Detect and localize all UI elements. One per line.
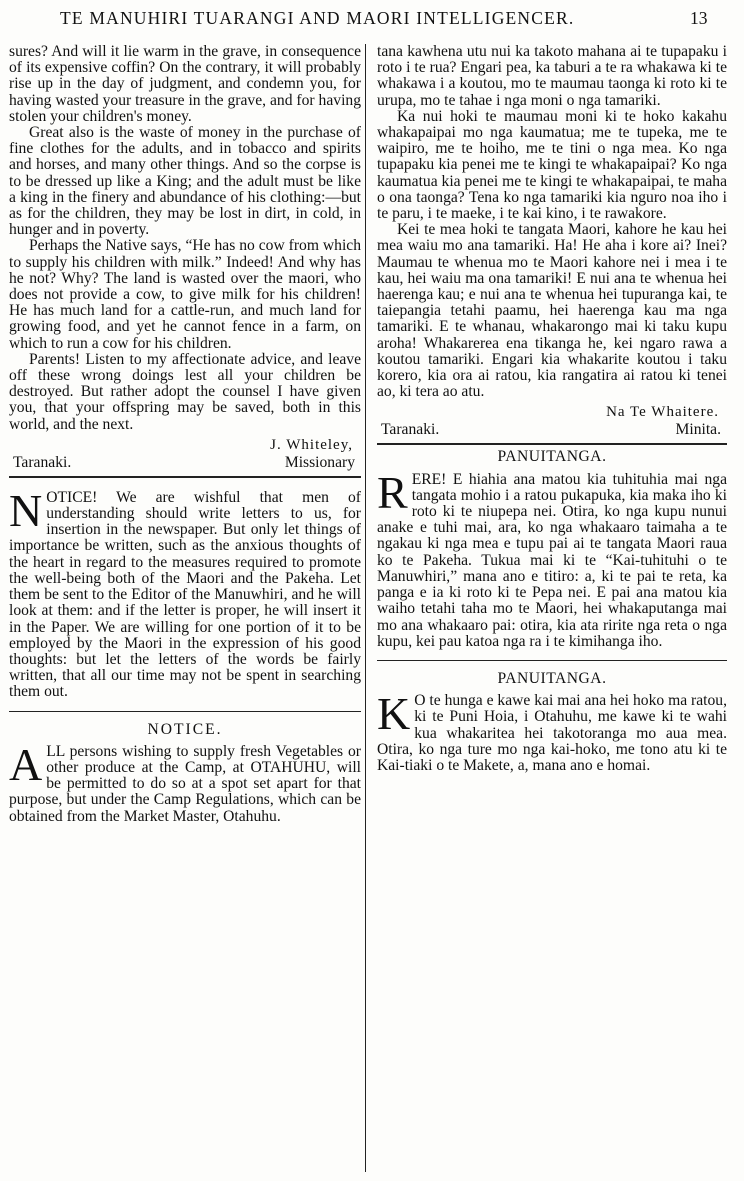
panuitanga-market: [377, 660, 727, 774]
article-paragraph: Parents! Listen to my affectionate advice, and leave off these wrong doings lest all your children be destroyed. But rather adopt the counsel I have given you, that your offspring may be saved, both in this world, and the next.: [9, 350, 361, 433]
author-signature: Na Te Whaitere.: [606, 404, 719, 421]
maori-column: [377, 44, 727, 774]
author-role: Minita.: [675, 421, 721, 439]
article-paragraph: Ka nui hoki te maumau moni ki te hoko kakahu whakapaipai mo nga kaumatua; me te tupeka, me te waipiro, me te hoiho, me te tini o nga mea. Ko nga tupapaku kia penei me te kingi te whakapaipai? Ko nga kaumatua kia penei me te kingi te whakapaipai, te maha o ona taonga? Tena ko nga tamariki kia nguro noa iho i te paru, i te maeke, i te kai kino, i te rawakore.: [377, 107, 727, 223]
panuitanga-letters: [377, 449, 727, 649]
notice-vegetables-body: [9, 738, 361, 825]
notice-vegetables-text: LL persons wishing to supply fresh Vegetables or other produce at the Camp, at OTAHUHU, will be permitted to do so at a spot set apart for that purpose, but under the Camp Regulations, which can be obtained from the Market Master, Otahuhu.: [9, 742, 361, 825]
column-divider: [365, 44, 366, 1172]
article-paragraph: sures? And will it lie warm in the grave, in consequence of its expensive coffin? On the contrary, it will probably rise up in the day of judgment, and condemn you, for having wasted your treasure in the grave, and for having stolen your children's money.: [9, 43, 361, 125]
author-role: Missionary: [284, 453, 355, 471]
dropcap-letter: R: [377, 466, 408, 518]
notice-letters-text: OTICE! We are wishful that men of understanding should write letters to us, for insertion in the newspaper. But only let things of importance be written, such as the anxious thoughts of the heart in regard to the measures required to promote the well-being both of the Maori and the Pakeha. Let them be sent to the Editor of the Manuwhiri, and he will look at them: and if the letter is proper, he will insert it in the Paper. We are willing for one portion of it to be employed by the Maori in the expression of his good thoughts: but let the letters of the words be fairly written, that all our time may not be spent in searching them out.: [9, 488, 361, 701]
panuitanga-title: PANUITANGA.: [497, 669, 607, 687]
dropcap-letter: A: [9, 738, 43, 790]
section-rule: [377, 443, 727, 445]
article-signature-block: [377, 404, 727, 440]
notice-letters-body: [9, 484, 361, 701]
english-column: [9, 44, 361, 825]
author-signature: J. Whiteley,: [270, 436, 353, 453]
page-header: [0, 4, 744, 34]
article-signature-block: [9, 437, 361, 473]
notice-vegetables: [9, 711, 361, 825]
article-paragraph: Kei te mea hoki te tangata Maori, kahore he kau hei mea waiu mo ana tamariki. Ha! He aha i kore ai? Inei? Maumau te whenua mo te Maori kahore nei i mea i te kau, hei waiu ma ona tamariki! E nui ana te whenua hei haerenga kau; e nui ana te whenua hei tupuranga kai, te taiepangia tetahi paamu, hei haerenga kau ma nga tamariki. E te whanau, whakarongo mai ki taku kupu aroha! Whakarerea ena tikanga he, kei ngaro rawa a koutou tamariki. Engari kia whakarite koutou i taku korero, kia ora ai ratou, kia rangatira ai ratou ki tenei ao, ki tera ao atu.: [377, 221, 727, 401]
panuitanga-title: PANUITANGA.: [497, 448, 607, 466]
notice-title: NOTICE.: [147, 720, 223, 738]
article-paragraph: Great also is the waste of money in the purchase of fine clothes for the adults, and in tobacco and spirits and horses, and many other things. And so the corpse is to be dressed up like a King; and the adult must be like a king in the finery and abundance of his clothing:—but as for the children, they may be lost in dirt, in cold, in hunger and in poverty.: [9, 124, 361, 239]
panuitanga-letters-text: ERE! E hiahia ana matou kia tuhituhia mai nga tangata mohio i a ratou pukapuka, kia maka iho ki roto ki te niupepa nei. Otira, ko nga kupu nunui anake e tuhi mai, ara, ko nga whakaaro taimaha a te ngakau ki nga mea e tupu pai ai te tangata Maori raua ko te Pakeha. Tukua mai ki te “Kai-tuhituhi o te Manuwhiri,” mana ano e titiro: a, ki te pai te reta, ka panga e ia ki roto ki te Pepa nei. E pai ana matou kia waiho tetahi taha mo te Maori, hei whakaputanga mai mo ana whakaaro pai: otira, kia ata ririte nga reta o nga kupu, kei pau katoa nga ra i te kimihanga iho.: [377, 470, 727, 650]
english-article: [9, 44, 361, 433]
page-number: 13: [690, 8, 708, 28]
newspaper-title: TE MANUHIRI TUARANGI AND MAORI INTELLIGENCER.: [60, 8, 575, 28]
panuitanga-letters-body: [377, 466, 727, 650]
author-place: Taranaki.: [381, 421, 440, 439]
panuitanga-market-body: [377, 688, 727, 774]
article-paragraph: Perhaps the Native says, “He has no cow from which to supply his children with milk.” Indeed! And why has he not? Why? The land is wasted over the maori, who does not provide a cow, to give milk for his children! He has much land for a cattle-run, and much land for growing food, and yet he cannot fence in a farm, on which to run a cow for his children.: [9, 237, 361, 352]
panuitanga-market-text: O te hunga e kawe kai mai ana hei hoko ma ratou, ki te Puni Hoia, i Otahuhu, me kawe ki te wahi kua whakaritea hei takotoranga mo aua mea. Otira, ko nga ture mo nga kai-hoko, me tono atu ki te Kai-tiaki o te Makete, a, mana ano e homai.: [377, 692, 727, 774]
dropcap-letter: N: [9, 484, 43, 536]
notice-letters: [9, 484, 361, 701]
section-rule: [9, 476, 361, 478]
author-place: Taranaki.: [13, 453, 72, 471]
dropcap-letter: K: [377, 688, 411, 740]
article-paragraph: tana kawhena utu nui ka takoto mahana ai te tupapaku i roto i te rua? Engari pea, ka taburi a te ra whakawa ki te whakawa i a koutou, mo te maumau taonga ki roto ki te urupa, mo te tahae i nga moni o nga tamariki.: [377, 43, 727, 109]
maori-article: [377, 44, 727, 400]
